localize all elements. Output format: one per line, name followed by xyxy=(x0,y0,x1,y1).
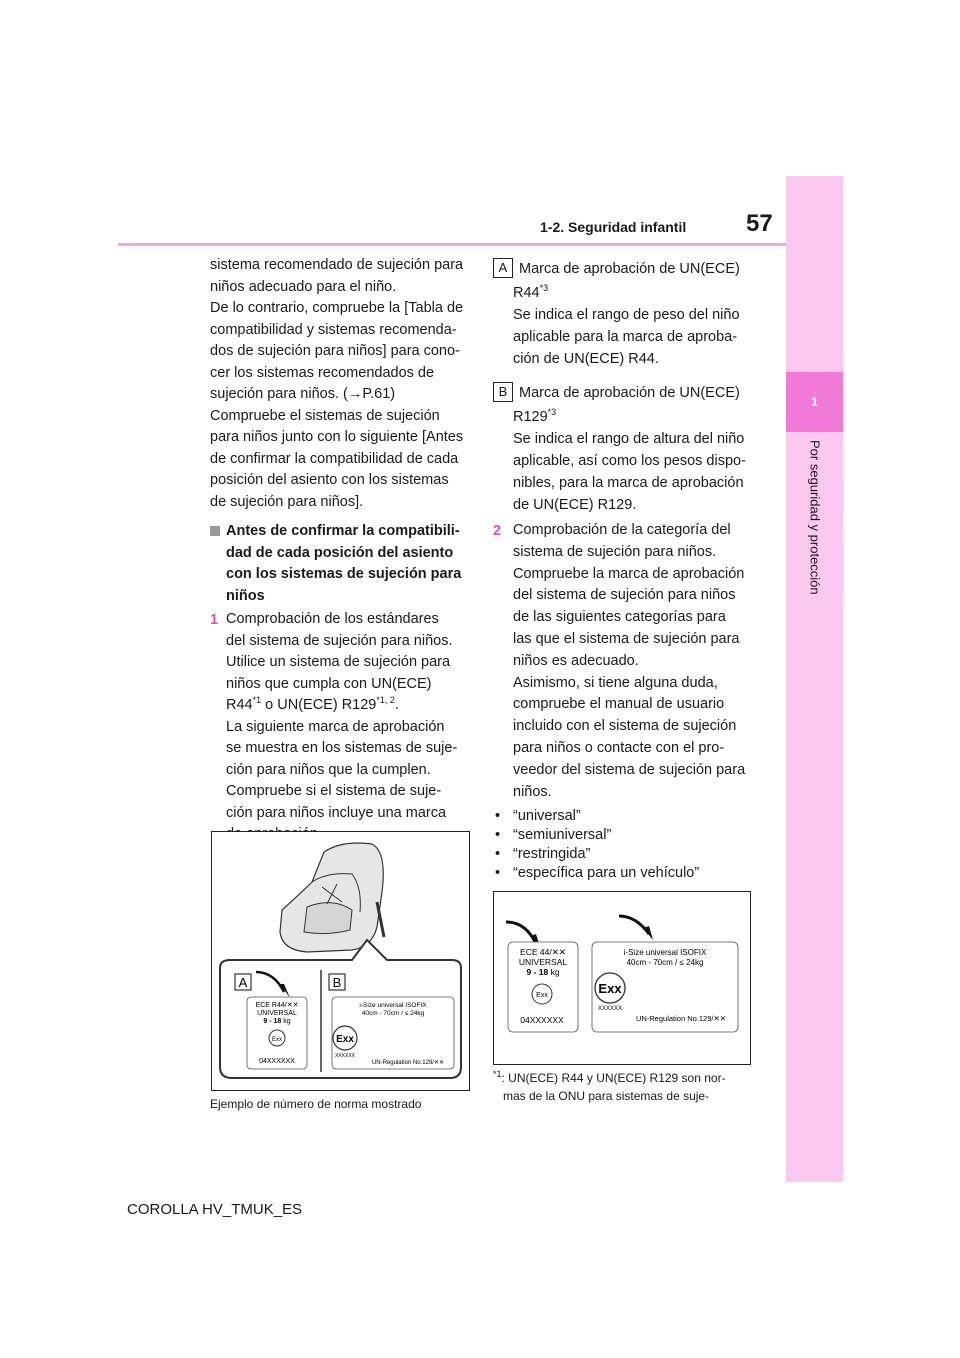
figure-caption: Ejemplo de número de norma mostrado xyxy=(210,1097,422,1111)
chapter-number: 1 xyxy=(786,372,843,432)
chapter-label: Por seguridad y protección xyxy=(807,440,822,595)
svg-text:Exx: Exx xyxy=(536,992,548,999)
list-item: • “semiuniversal” xyxy=(493,826,753,845)
step-2-number: 2 xyxy=(493,523,502,539)
svg-text:i-Size universal ISOFIX: i-Size universal ISOFIX xyxy=(623,948,707,957)
label-b: B xyxy=(493,382,513,402)
step-2: 2 Comprobación de la categoría del sistema de sujeción para niños. Compruebe la marca de aprobación del sistema de sujeción para niños de las siguientes categorías para las que el sistema de sujeción para niños es adecuado. Asimismo, si tiene alguna duda, compruebe el manual de usuario incluido con el sistema de sujeción para niños o contacte con el pro- veedor del sistema de sujeción para niños. xyxy=(493,520,753,803)
figure-label-b: B xyxy=(332,975,342,990)
category-list xyxy=(493,807,753,883)
svg-text:XXXXXX: XXXXXX xyxy=(597,1006,623,1012)
svg-text:UNIVERSAL: UNIVERSAL xyxy=(257,1010,297,1017)
intro-paragraph: sistema recomendado de sujeción para niños adecuado para el niño. De lo contrario, compruebe la [Tabla de compatibilidad y sistemas recomenda- dos de sujeción para niños] para cono- cer los sistemas recomendados de sujeción para niños. (→P.61) Compruebe el sistemas de sujeción para niños junto con lo siguiente [Antes de confirmar la compatibilidad de cada posición del asiento con los sistemas de sujeción para niños]. xyxy=(210,257,464,510)
svg-text:UN-Regulation No.129/✕✕: UN-Regulation No.129/✕✕ xyxy=(371,1060,445,1066)
svg-text:40cm - 70cm / ≤ 24kg: 40cm - 70cm / ≤ 24kg xyxy=(361,1010,425,1017)
approval-mark-figure-right xyxy=(493,891,751,1065)
step-1: 1 Comprobación de los estándares del sistema de sujeción para niños. Utilice un sistema de sujeción para niños que cumpla con UN(ECE) R44$^{*1}$ o UN(ECE) R129$^{*1, 2}$. La siguiente marca de aprobación se muestra en los sistemas de suje- ción para niños que la cumplen. Compruebe si el sistema de suje- ción para niños incluye una marca xyxy=(210,609,468,846)
svg-text:UNIVERSAL: UNIVERSAL xyxy=(518,957,568,967)
svg-text:XXXXXX: XXXXXX xyxy=(334,1053,356,1059)
svg-text:04XXXXXX: 04XXXXXX xyxy=(520,1015,564,1025)
step-1-number: 1 xyxy=(210,612,219,629)
left-column xyxy=(210,255,468,846)
list-item: • “restringida” xyxy=(493,845,753,864)
mark-b-description: B Marca de aprobación de UN(ECE) xyxy=(493,382,753,404)
heading-square-icon xyxy=(210,526,220,536)
list-item: • “universal” xyxy=(493,807,753,826)
child-seat-illustration xyxy=(212,832,469,1090)
footer-model: COROLLA HV_TMUK_ES xyxy=(127,1201,303,1218)
label-a: A xyxy=(493,258,513,278)
svg-text:9 - 18 kg: 9 - 18 kg xyxy=(526,967,560,977)
list-item: • “específica para un vehículo” xyxy=(493,864,753,883)
svg-text:Exx: Exx xyxy=(271,1037,283,1043)
svg-text:ECE R44/✕✕: ECE R44/✕✕ xyxy=(255,1002,299,1009)
header-rule xyxy=(118,243,786,246)
footnote: $^{*1}$: UN(ECE) R44 y UN(ECE) R129 son nor- mas de la ONU para sistemas de suje- xyxy=(493,1069,726,1103)
svg-text:40cm - 70cm / ≤ 24kg: 40cm - 70cm / ≤ 24kg xyxy=(626,958,704,967)
mark-a-description: A Marca de aprobación de UN(ECE) xyxy=(493,258,753,280)
approval-marks-illustration xyxy=(494,892,750,1064)
svg-text:i-Size universal ISOFIX: i-Size universal ISOFIX xyxy=(359,1002,427,1009)
svg-text:ECE 44/✕✕: ECE 44/✕✕ xyxy=(520,947,566,957)
section-heading: Antes de confirmar la compatibili- dad de cada posición del asiento con los sistemas de sujeción para niños xyxy=(210,521,468,607)
page-number: 57 xyxy=(746,210,773,237)
right-column: A Marca de aprobación de UN(ECE) R44$^{*3}$ Se indica el rango de peso del niño aplicable para la marca de aproba- ción de UN(ECE) R44. B Marca de aprobación de UN(ECE) R129$^{*3}$ Se indica el rango de altura del niño aplicable, así como los pesos dispo- nibles, para la marca de aprobación de UN(ECE) R129. 2 Comprobación de la categoría del sistema de sujeción para niños. Compruebe la marca de aprobación del sistema de sujeción para niños de las siguientes categorías para las que el sistema de sujeción para niños es adecuado. Asimismo, si tiene alguna duda, compruebe el manual de usuario incluido con el sistema de sujeción para niños o contacte con el pro- veedor del sistema de sujeción para niños. • “universal” • “semiuniversal” • “restringida” • “específica para un vehículo” xyxy=(493,258,753,883)
svg-text:UN-Regulation No.129/✕✕: UN-Regulation No.129/✕✕ xyxy=(635,1014,727,1023)
svg-text:9 - 18 kg: 9 - 18 kg xyxy=(263,1018,291,1025)
approval-mark-figure-left xyxy=(211,831,470,1091)
section-title: 1-2. Seguridad infantil xyxy=(540,219,687,235)
svg-text:Exx: Exx xyxy=(598,981,622,996)
svg-text:04XXXXXX: 04XXXXXX xyxy=(259,1058,295,1065)
figure-label-a: A xyxy=(238,975,248,990)
svg-text:Exx: Exx xyxy=(336,1034,354,1045)
